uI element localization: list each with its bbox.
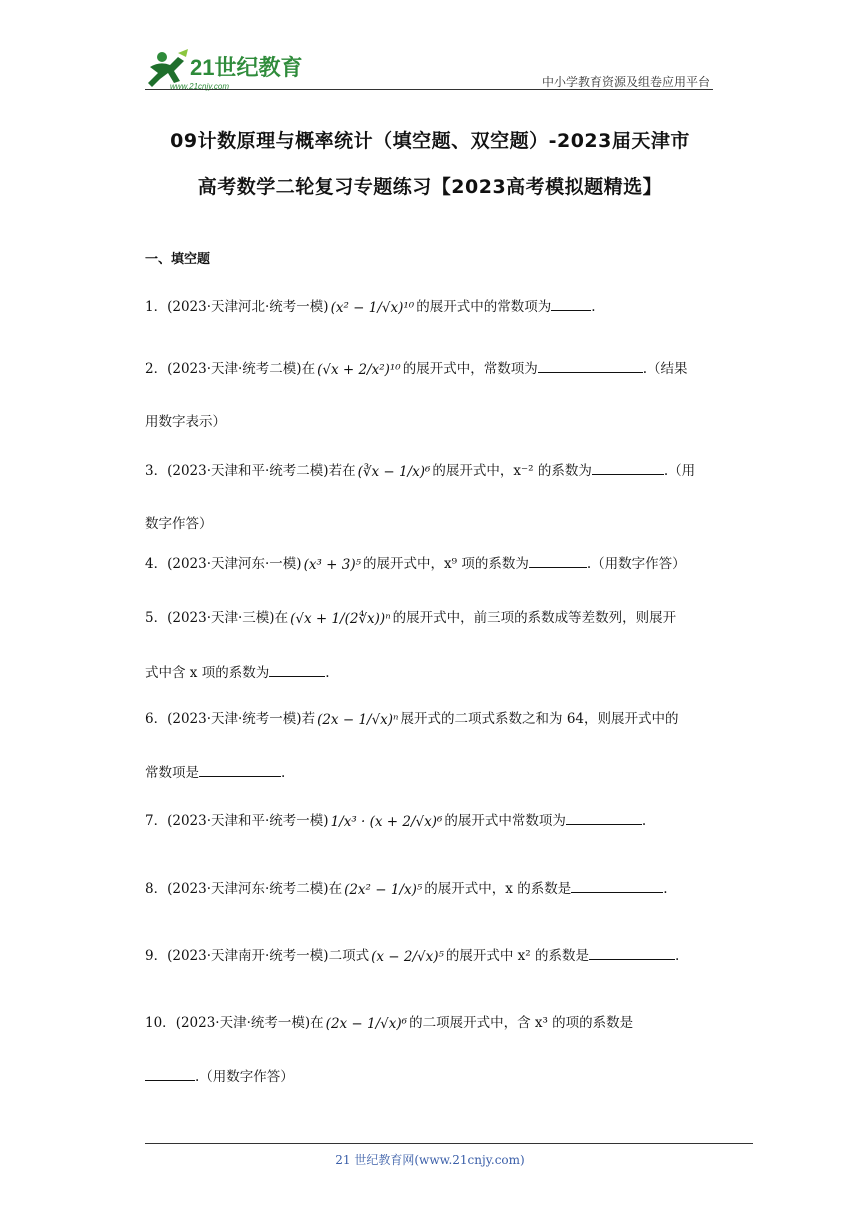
question-number: 2．: [145, 361, 168, 377]
question-text: 的展开式中，前三项的系数成等差数列，则展开: [392, 610, 677, 626]
question-5: 5．(2023·天津·三模)在 (√x + 1/(2∜x))ⁿ 的展开式中，前三项的系数成等差数列，则展开: [145, 610, 677, 627]
question-number: 7．: [145, 813, 168, 829]
formula: (√x + 2/x²)¹⁰: [317, 361, 401, 378]
question-source: (2023·天津和平·统考一模): [167, 813, 329, 829]
question-source: (2023·天津·三模): [167, 610, 275, 626]
question-source: (2023·天津河北·统考一模): [167, 299, 329, 315]
question-text: 的展开式中的常数项为: [416, 299, 552, 315]
question-number: 8．: [145, 881, 168, 897]
answer-blank: [551, 296, 591, 311]
formula: (x³ + 3)⁵: [303, 556, 362, 573]
footer-text: 21 世纪教育网(www.21cnjy.com): [335, 1153, 525, 1167]
question-number: 3．: [145, 463, 168, 479]
formula: 1/x³ · (x + 2/√x)⁶: [330, 813, 443, 830]
question-8: 8．(2023·天津河东·统考二模)在 (2x² − 1/x)⁵ 的展开式中，x 的系数是 .: [145, 878, 715, 900]
question-6-continuation: 常数项是 .: [145, 761, 285, 781]
question-2-continuation: 用数字表示）: [145, 414, 226, 430]
question-source: (2023·天津·统考二模): [167, 361, 302, 377]
question-3: 3．(2023·天津和平·统考二模)若在 (∛x − 1/x)⁶ 的展开式中，x⁻² 的系数为 .（用: [145, 460, 715, 482]
section-heading: 一、填空题: [145, 252, 211, 267]
question-text: 展开式的二项式系数之和为 64，则展开式中的: [400, 711, 679, 727]
title-line-2: 高考数学二轮复习专题练习【2023高考模拟题精选】: [197, 176, 663, 198]
footer-divider: [145, 1143, 753, 1144]
question-text: 的展开式中，常数项为: [402, 361, 538, 377]
platform-name: 中小学教育资源及组卷应用平台: [541, 75, 710, 89]
formula: (x − 2/√x)⁵: [371, 948, 444, 965]
question-10-continuation: .（用数字作答）: [145, 1065, 294, 1085]
question-number: 1．: [145, 299, 168, 315]
question-source: (2023·天津河东·统考二模): [167, 881, 329, 897]
logo: [140, 47, 310, 91]
question-text: 的展开式中，x⁹ 项的系数为: [363, 556, 529, 572]
question-1: 1．(2023·天津河北·统考一模) (x² − 1/√x)¹⁰ 的展开式中的常数项为 .: [145, 296, 715, 318]
question-5-continuation: 式中含 x 项的系数为 .: [145, 661, 330, 681]
question-number: 5．: [145, 610, 168, 626]
question-source: (2023·天津·统考一模): [167, 711, 302, 727]
formula: (√x + 1/(2∜x))ⁿ: [290, 610, 391, 627]
question-text: 的展开式中，x⁻² 的系数为: [432, 463, 592, 479]
title-line-1: 09计数原理与概率统计（填空题、双空题）-2023届天津市: [170, 130, 690, 152]
question-text: 的二项展开式中，含 x³ 的项的系数是: [409, 1015, 634, 1031]
header-divider: [145, 89, 713, 90]
logo-url: www.21cnjy.com: [170, 82, 229, 91]
formula: (2x − 1/√x)ⁿ: [317, 711, 399, 728]
question-3-continuation: 数字作答）: [145, 516, 213, 532]
question-10: 10．(2023·天津·统考一模)在 (2x − 1/√x)⁶ 的二项展开式中，含 x³ 的项的系数是: [145, 1015, 634, 1032]
answer-blank: [566, 810, 642, 825]
question-number: 9．: [145, 948, 168, 964]
answer-blank: [529, 553, 587, 568]
answer-blank: [199, 762, 281, 777]
formula: (∛x − 1/x)⁶: [357, 463, 431, 480]
answer-blank: [592, 460, 664, 475]
question-text: 的展开式中 x² 的系数是: [445, 948, 589, 964]
answer-blank: [589, 945, 675, 960]
question-7: 7．(2023·天津和平·统考一模) 1/x³ · (x + 2/√x)⁶ 的展开式中常数项为 .: [145, 810, 715, 832]
question-source: (2023·天津河东·一模): [167, 556, 302, 572]
answer-blank: [538, 358, 643, 373]
question-number: 10．: [145, 1015, 176, 1031]
answer-blank: [571, 878, 663, 893]
question-source: (2023·天津南开·统考一模): [167, 948, 329, 964]
page-title: [0, 118, 860, 210]
formula: (x² − 1/√x)¹⁰: [330, 299, 415, 316]
question-4: 4．(2023·天津河东·一模) (x³ + 3)⁵ 的展开式中，x⁹ 项的系数为 .（用数字作答）: [145, 553, 715, 575]
question-6: 6．(2023·天津·统考一模)若 (2x − 1/√x)ⁿ 展开式的二项式系数之和为 64，则展开式中的: [145, 711, 679, 728]
question-number: 6．: [145, 711, 168, 727]
question-source: (2023·天津和平·统考二模): [167, 463, 329, 479]
question-text: 的展开式中，x 的系数是: [424, 881, 572, 897]
answer-blank: [269, 662, 325, 677]
question-2: 2．(2023·天津·统考二模)在 (√x + 2/x²)¹⁰ 的展开式中，常数项为 .（结果: [145, 358, 715, 380]
question-source: (2023·天津·统考一模): [175, 1015, 311, 1031]
answer-blank: [145, 1066, 195, 1081]
question-text: 的展开式中常数项为: [444, 813, 566, 829]
question-9: 9．(2023·天津南开·统考一模)二项式 (x − 2/√x)⁵ 的展开式中 x² 的系数是 .: [145, 945, 715, 967]
formula: (2x² − 1/x)⁵: [344, 881, 423, 898]
question-number: 4．: [145, 556, 168, 572]
formula: (2x − 1/√x)⁶: [325, 1015, 408, 1032]
logo-text: 21世纪教育: [190, 55, 303, 80]
